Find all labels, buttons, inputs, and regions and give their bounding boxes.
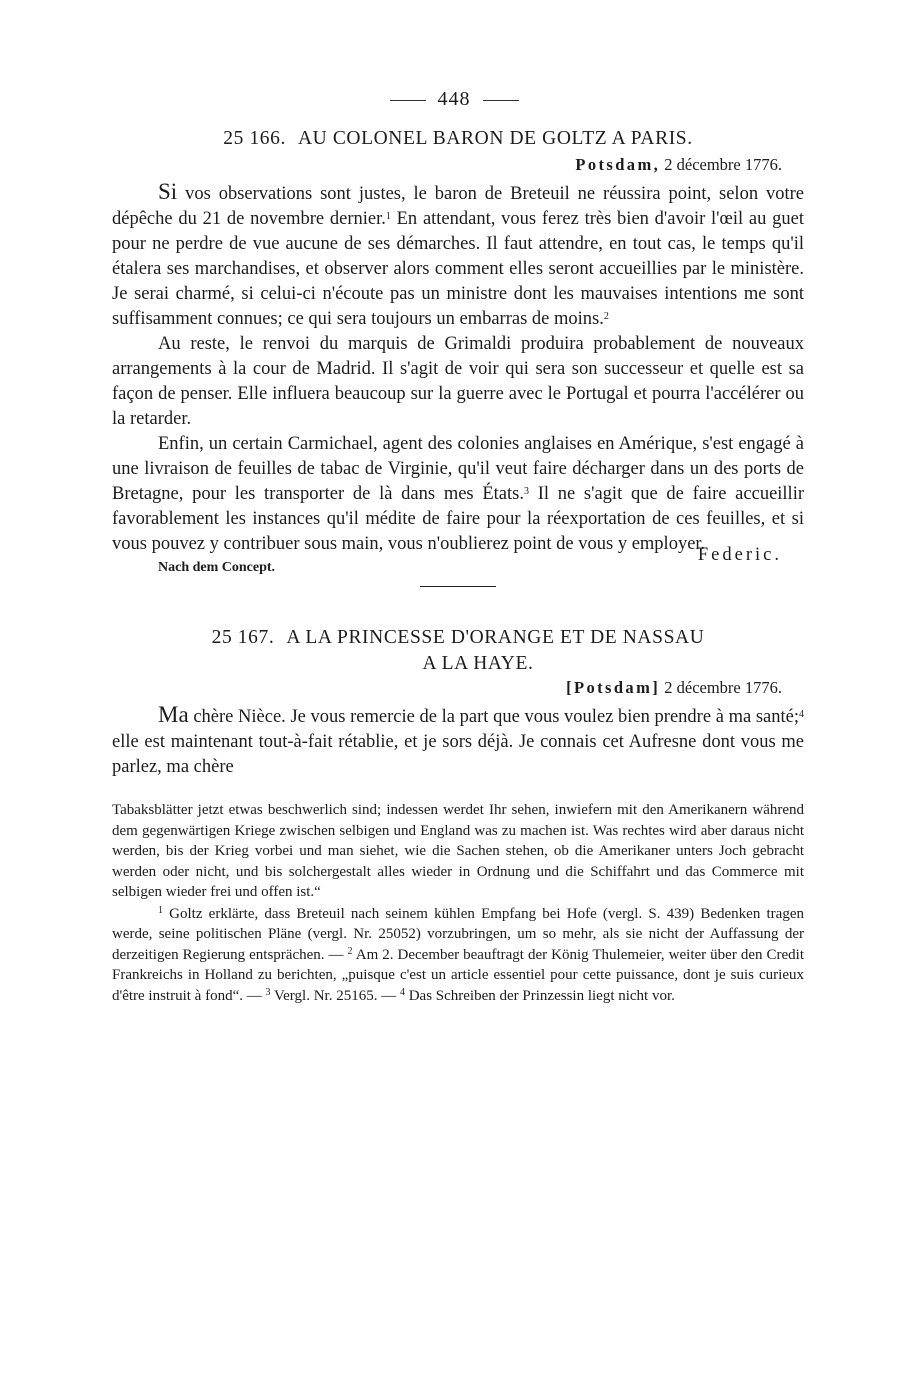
letter-date: 2 décembre 1776. xyxy=(664,678,782,697)
page-number-dash-right xyxy=(483,100,519,101)
footnote-text: Das Schreiben der Prinzessin liegt nicht vor. xyxy=(404,987,675,1004)
letter-number: 25 166. xyxy=(223,128,286,149)
footnote-ref: 4 xyxy=(799,709,804,720)
book-page xyxy=(112,84,804,1006)
letter-paragraph-1 xyxy=(112,179,804,332)
footnote-ref: 3 xyxy=(523,486,529,497)
footnote-block xyxy=(112,904,804,1007)
footnote-mark: 3 xyxy=(265,986,271,998)
section-divider xyxy=(420,586,496,587)
letter-title-line-2: A LA HAYE. xyxy=(422,653,534,674)
letter-number: 25 167. xyxy=(211,627,275,648)
paragraph-text: En attendant, vous ferez très bien d'avoir l'œil au guet pour ne perdre de vue aucune de ses démarches. Il faut attendre, en tout cas, le temps qu'il étalera ses marchandises, et observer alors comment elles seront accueillies par le ministère. Je serai charmé, si celui-ci n'écoute pas un ministre dont les mauvaises intentions me sont suffisamment connues; ce qui sera toujours un embarras de moins. xyxy=(112,209,804,329)
footnote-mark: 4 xyxy=(399,986,405,998)
page-number: 448 xyxy=(437,88,471,110)
footnote-text: Goltz erklärte, dass Breteuil nach seinem kühlen Empfang bei Hofe (vergl. S. 439) Bedenken tragen werde, seine politischen Pläne (vergl. Nr. 25052) vorzubringen, um so mehr, als sie nicht der Auffassung der derzeitigen Regierung entsprächen. — xyxy=(112,905,804,963)
letter-title-line-1: A LA PRINCESSE D'ORANGE ET DE NASSAU xyxy=(286,627,705,648)
letter-place: Potsdam, xyxy=(575,155,661,174)
paragraph-text: elle est maintenant tout-à-fait rétablie, et je sors déjà. Je connais cet Aufresne dont vous me parlez, ma chère xyxy=(112,732,804,777)
page-number-dash-left xyxy=(390,100,426,101)
letter-25167 xyxy=(112,625,804,780)
footnotes xyxy=(112,800,804,1006)
paragraph-text: chère Nièce. Je vous remercie de la part que vous voulez bien prendre à ma santé; xyxy=(188,707,799,727)
letter-date-line xyxy=(112,677,804,699)
footnote-ref: 2 xyxy=(603,311,609,322)
letter-paragraph-2: Au reste, le renvoi du marquis de Grimaldi produira probablement de nouveaux arrangements à la cour de Madrid. Il s'agit de voir qui sera son successeur et quelle est sa façon de penser. Elle influera beaucoup sur la guerre avec le Portugal et pourra l'accélérer ou la retarder. xyxy=(112,334,804,429)
footnote-ref: 1 xyxy=(385,211,391,222)
footnote-mark: 2 xyxy=(347,945,353,957)
page-number-line xyxy=(104,84,804,114)
footnote-text: Vergl. Nr. 25165. — xyxy=(270,987,400,1004)
letter-title: AU COLONEL BARON DE GOLTZ A PARIS. xyxy=(297,128,693,149)
letter-date: 2 décembre 1776. xyxy=(664,155,782,174)
letter-heading xyxy=(112,126,804,152)
letter-paragraph-3 xyxy=(112,432,804,557)
letter-place: [Potsdam] xyxy=(566,678,661,697)
letter-paragraph-1 xyxy=(112,702,804,780)
letter-25166 xyxy=(112,126,804,576)
source-note: Nach dem Concept. xyxy=(158,560,276,575)
drop-word: Si xyxy=(158,179,178,204)
footnote-mark: 1 xyxy=(158,904,163,916)
paragraph-text: vos observations sont justes, le baron de Breteuil ne réussira point, selon votre dépêche du 21 de novembre dernier. xyxy=(112,184,804,229)
letter-heading xyxy=(112,625,804,651)
letter-date-line xyxy=(112,154,804,176)
footnote-continuation: Tabaksblätter jetzt etwas beschwerlich sind; indessen werdet Ihr sehen, inwiefern mit den Amerikanern während dem gegenwärtigen Kriege zwischen selbigen und England was zu machen ist. Was rechtes wird aber daraus nicht werden, bis der Krieg vorbei und man siehet, wie die Sachen stehen, ob die Amerikaner unters Joch gebracht werden oder nicht, und bis solchergestalt alles wieder in Ordnung und die Schiffahrt und das Commerce mit selbigen wieder frei und offen ist.“ xyxy=(112,802,804,900)
paragraph-text: Il ne s'agit que de faire accueillir favorablement les instances qu'il médite de faire pour la réexportation de ces feuilles, et si vous pouvez y contribuer sous main, vous n'oublierez point de vous y employer. xyxy=(112,484,805,554)
paragraph-text: Enfin, un certain Carmichael, agent des colonies anglaises en Amérique, s'est engagé à une livraison de feuilles de tabac de Virginie, qu'il veut faire décharger dans un des ports de Bretagne, pour les transporter de là dans mes États. xyxy=(112,434,804,504)
drop-word: Ma xyxy=(158,702,189,727)
signature: Federic. xyxy=(697,545,782,565)
footnote-text: Am 2. December beauftragt der König Thulemeier, weiter über den Credit Frankreichs in Holland zu berichten, „puisque c'est un article essentiel pour cette puissance, dont je suis curieux d'être instruit à fond“. — xyxy=(112,946,804,1004)
